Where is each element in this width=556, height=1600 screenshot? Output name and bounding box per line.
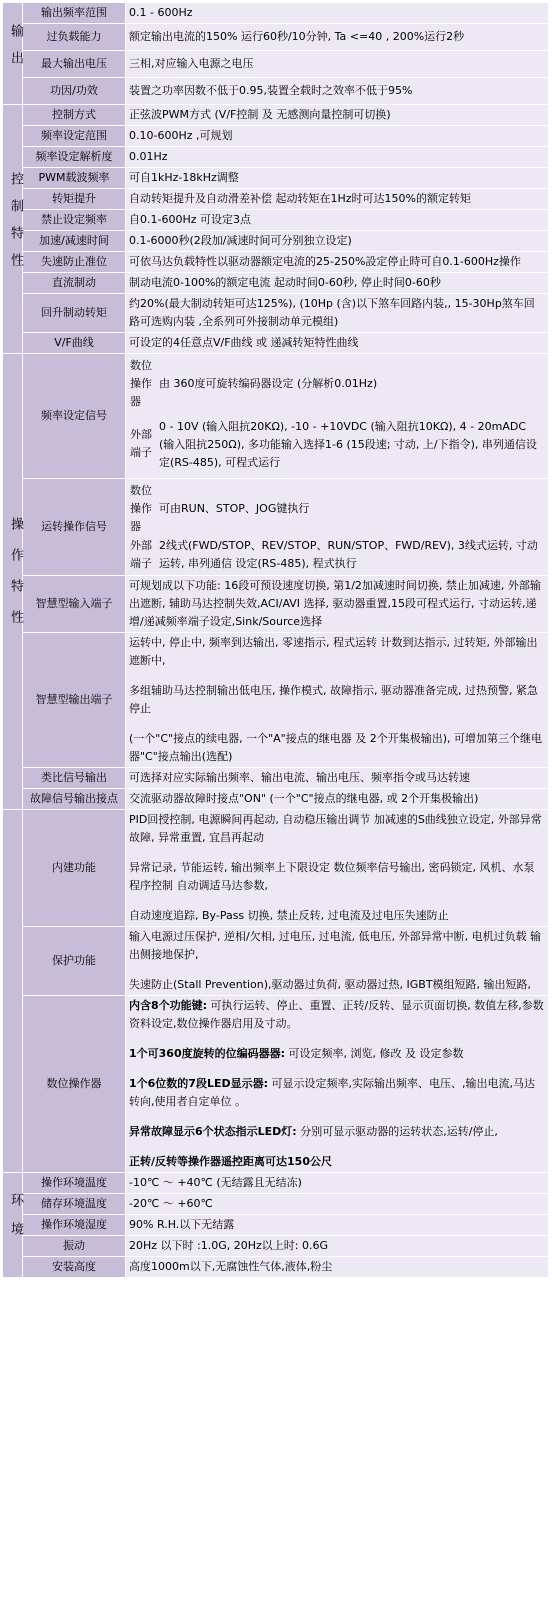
group-label-control [3, 105, 22, 353]
row-label: 内建功能 [23, 810, 125, 926]
row-label: 禁止设定频率 [23, 210, 125, 230]
table-row [3, 1236, 548, 1256]
sub-label-panel: 数位操作器 [130, 484, 152, 533]
row-label: 智慧型输出端子 [23, 633, 125, 767]
keypad-item-head: 1个6位数的7段LED显示器: [129, 1077, 269, 1090]
row-label: 回升制动转矩 [23, 294, 125, 332]
row-label: 安装高度 [23, 1257, 125, 1277]
table-row [3, 105, 548, 125]
row-label: 加速/减速时间 [23, 231, 125, 251]
row-value: 制动电流0-100%的额定电流 起动时间0-60秒, 停止时间0-60秒 [126, 273, 548, 293]
row-value: 可自1kHz-18kHz调整 [126, 168, 548, 188]
row-value: 20Hz 以下时 :1.0G, 20Hz以上时: 0.6G [126, 1236, 548, 1256]
row-value: 装置之功率因数不低于0.95,装置全载时之效率不低于95% [126, 78, 548, 104]
keypad-item-body: 分别可显示驱动器的运转状态,运转/停止, [296, 1125, 498, 1138]
row-value [126, 810, 548, 926]
sub-label-panel: 数位操作器 [130, 359, 152, 408]
table-row [3, 294, 548, 332]
row-value: 0.10-600Hz ,可规划 [126, 126, 548, 146]
table-row [3, 768, 548, 788]
row-label: 故障信号输出接点 [23, 789, 125, 809]
row-value: 0.1 - 600Hz [126, 3, 548, 23]
row-value: -10℃ ～ +40℃ (无结露且无结冻) [126, 1173, 548, 1193]
row-value: 约20%(最大制动转矩可达125%), (10Hp (含)以下煞车回路内装,, 15-30Hp煞车回路可选购内装 ,全系列可外接制动单元模组) [126, 294, 548, 332]
spec-sheet [2, 2, 549, 1278]
row-label: 控制方式 [23, 105, 125, 125]
sub-value-panel: 可由RUN、STOP、JOG键执行 [159, 502, 310, 515]
row-label: 数位操作器 [23, 996, 125, 1172]
table-row [3, 479, 548, 575]
keypad-item-head: 1个可360度旋转的位编码器器: [129, 1047, 286, 1060]
row-value: 三相,对应输入电源之电压 [126, 51, 548, 77]
row-value: 0.1-6000秒(2段加/减速时间可分别独立设定) [126, 231, 548, 251]
row-label: 输出频率范围 [23, 3, 125, 23]
table-row [3, 354, 548, 478]
keypad-item-head: 异常故障显示6个状态指示LED灯: [129, 1125, 297, 1138]
group-control-text: 控制特性 [8, 172, 23, 280]
table-row [3, 147, 548, 167]
value-paragraph: 输入电源过压保护, 逆相/欠相, 过电压, 过电流, 低电压, 外部异常中断, 电机过负载 输出侧接地保护, [129, 930, 542, 961]
keypad-item [129, 1153, 545, 1171]
keypad-item-head: 正转/反转等操作器遥控距离可达150公尺 [129, 1155, 332, 1168]
table-row [3, 927, 548, 995]
group-environment-text: 环境 [8, 1193, 23, 1251]
row-value: 可规划成以下功能: 16段可预设速度切换, 第1/2加减速时间切换, 禁止加减速, 外部输出遮断, 辅助马达控制失效,ACI/AVI 选择, 驱动器重置,15段可程式运行, 寸动运转,递增/递减频率端子设定,Sink/Source选择 [126, 576, 548, 632]
row-label: 储存环境温度 [23, 1194, 125, 1214]
row-value [126, 996, 548, 1172]
keypad-item [129, 1075, 545, 1111]
row-label: 转矩提升 [23, 189, 125, 209]
value-paragraph: 失速防止(Stall Prevention),驱动器过负荷, 驱动器过热, IGBT模组短路, 输出短路, [129, 978, 532, 991]
row-value: 可设定的4任意点V/F曲线 或 递减转矩特性曲线 [126, 333, 548, 353]
row-value [126, 633, 548, 767]
row-value: 自0.1-600Hz 可设定3点 [126, 210, 548, 230]
sub-label-external: 外部端子 [130, 428, 152, 459]
row-label: 失速防止准位 [23, 252, 125, 272]
row-label: 类比信号输出 [23, 768, 125, 788]
row-label: 运转操作信号 [23, 479, 125, 575]
table-row [3, 633, 548, 767]
keypad-item-body: 可执行运转、停止、重置、正转/反转、显示页面切换, 数值左移,参数资料设定,数位操作器启用及寸动。 [129, 999, 544, 1030]
row-value: 可选择对应实际输出频率、输出电流、输出电压、频率指令或马达转速 [126, 768, 548, 788]
table-row [3, 333, 548, 353]
row-value: 0.01Hz [126, 147, 548, 167]
row-label: 操作环境湿度 [23, 1215, 125, 1235]
row-label: V/F曲线 [23, 333, 125, 353]
sub-value-external: 2线式(FWD/STOP、REV/STOP、RUN/STOP、FWD/REV), 3线式运转, 寸动运转, 串列通信 设定(RS-485), 程式执行 [159, 539, 538, 570]
sub-label-external: 外部端子 [130, 539, 152, 570]
row-value: 额定输出电流的150% 运行60秒/10分钟, Ta <=40 , 200%运行2秒 [126, 24, 548, 50]
value-paragraph: (一个"C"接点的续电器, 一个"A"接点的继电器 及 2个开集极输出), 可增加第三个继电器"C"接点输出(选配) [129, 732, 543, 763]
row-value: -20℃ ～ +60℃ [126, 1194, 548, 1214]
keypad-item [129, 1045, 545, 1063]
row-label: 振动 [23, 1236, 125, 1256]
table-row [3, 126, 548, 146]
table-row [3, 273, 548, 293]
table-row [3, 51, 548, 77]
row-label: 频率设定范围 [23, 126, 125, 146]
row-value: 正弦波PWM方式 (V/F控制 及 无感测向量控制可切换) [126, 105, 548, 125]
table-row [3, 24, 548, 50]
table-row [3, 996, 548, 1172]
keypad-item-head: 内含8个功能键: [129, 999, 208, 1012]
row-value: 交流驱动器故障时接点"ON" (一个"C"接点的继电器, 或 2个开集极输出) [126, 789, 548, 809]
freq-signal-subtable [130, 356, 544, 476]
row-label: 智慧型输入端子 [23, 576, 125, 632]
run-signal-subtable [130, 481, 544, 573]
group-label-blank [3, 810, 22, 1172]
table-row [3, 168, 548, 188]
group-label-output [3, 3, 22, 104]
keypad-item [129, 1123, 545, 1141]
row-label: 频率设定信号 [23, 354, 125, 478]
group-label-operation [3, 354, 22, 809]
row-label: 频率设定解析度 [23, 147, 125, 167]
value-paragraph: 运转中, 停止中, 频率到达输出, 零速指示, 程式运转 计数到达指示, 过转矩, 外部输出遮断中, [129, 636, 538, 667]
row-value [126, 927, 548, 995]
table-row [3, 189, 548, 209]
table-row [3, 576, 548, 632]
row-label: 直流制动 [23, 273, 125, 293]
spec-table [2, 2, 549, 1278]
value-paragraph: 异常记录, 节能运转, 输出频率上下限设定 数位频率信号输出, 密码锁定, 风机、水泵程序控制 自动调适马达参数, [129, 861, 535, 892]
table-row [3, 810, 548, 926]
row-label: PWM载波频率 [23, 168, 125, 188]
table-row [3, 210, 548, 230]
table-row [3, 78, 548, 104]
keypad-item-body: 可设定频率, 浏览, 修改 及 设定参数 [285, 1047, 464, 1060]
value-paragraph: PID回授控制, 电源瞬间再起动, 自动稳压输出调节 加减速的S曲线独立设定, 外部异常故障, 异常重置, 宜昌再起动 [129, 813, 542, 844]
keypad-item [129, 997, 545, 1033]
table-row [3, 1173, 548, 1193]
row-label: 操作环境温度 [23, 1173, 125, 1193]
row-value: 高度1000m以下,无腐蚀性气体,液体,粉尘 [126, 1257, 548, 1277]
row-label: 最大输出电压 [23, 51, 125, 77]
table-row [3, 252, 548, 272]
row-value: 可依马达负载特性以驱动器额定电流的25-250%設定停止時可自0.1-600Hz操作 [126, 252, 548, 272]
sub-value-panel: 由 360度可旋转编码器设定 (分解析0.01Hz) [159, 377, 378, 390]
value-paragraph: 多组辅助马达控制输出低电压, 操作模式, 故障指示, 驱动器准备完成, 过热预警, 紧急停止 [129, 684, 538, 715]
table-row [3, 1215, 548, 1235]
table-row [3, 1194, 548, 1214]
row-value: 自动转矩提升及自动滑差补偿 起动转矩在1Hz时可达150%的额定转矩 [126, 189, 548, 209]
value-paragraph: 自动速度追踪, By-Pass 切换, 禁止反转, 过电流及过电压失速防止 [129, 909, 449, 922]
sub-value-external: 0 - 10V (输入阻抗20KΩ), -10 - +10VDC (输入阻抗10KΩ), 4 - 20mADC (输入阻抗250Ω), 多功能输入选择1-6 (15段速; 寸动, 上/下指令), 串列通信设定(RS-485), 可程式运行 [159, 420, 537, 469]
table-row [3, 3, 548, 23]
row-label: 功因/功效 [23, 78, 125, 104]
row-label: 过负载能力 [23, 24, 125, 50]
table-row [3, 789, 548, 809]
group-operation-text: 操作特性 [8, 516, 23, 641]
row-value: 90% R.H.以下无结露 [126, 1215, 548, 1235]
group-label-environment [3, 1173, 22, 1277]
row-label: 保护功能 [23, 927, 125, 995]
group-output-text: 输出 [8, 23, 23, 78]
table-row [3, 1257, 548, 1277]
keypad-item-body: 可显示设定频率,实际输出频率、电压、,输出电流,马达转向,使用者自定单位 。 [129, 1077, 536, 1108]
row-value [126, 479, 548, 575]
row-value [126, 354, 548, 478]
table-row [3, 231, 548, 251]
